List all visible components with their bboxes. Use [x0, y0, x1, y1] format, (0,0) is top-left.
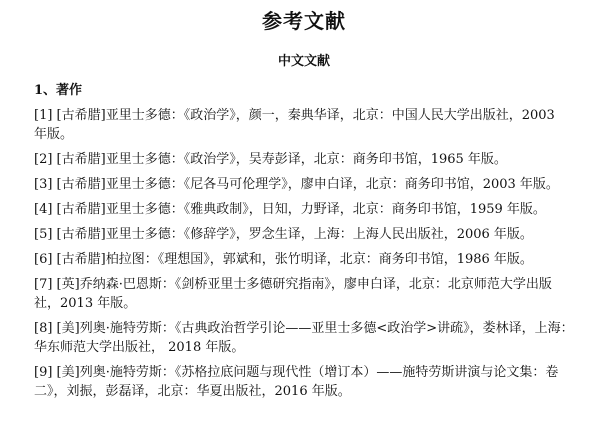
reference-item-5: [34, 225, 580, 244]
books-subheading: 1、著作: [34, 83, 83, 98]
reference-line: [2] [古希腊]亚里士多德：《政治学》，吴寿彭译，北京：商务印书馆，1965 年版。: [34, 152, 507, 167]
page-title: 参考文献: [262, 9, 346, 33]
reference-line: [8] [美]列奥·施特劳斯：《古典政治哲学引论——亚里士多德<政治学>讲疏》，娄林译，上海：: [34, 321, 574, 336]
reference-line: [4] [古希腊]亚里士多德：《雅典政制》，日知，力野译，北京：商务印书馆，1959 年版。: [34, 202, 546, 217]
reference-line: [6] [古希腊]柏拉图：《理想国》，郭斌和，张竹明译，北京：商务印书馆，1986 年版。: [34, 252, 533, 267]
section-title: 中文文献: [277, 54, 330, 69]
reference-line: 社，2013 年版。: [34, 296, 137, 311]
reference-line: 华东师范大学出版社， 2018 年版。: [34, 340, 245, 355]
reference-line: [9] [美]列奥·施特劳斯：《苏格拉底问题与现代性（增订本）——施特劳斯讲演与论文集：卷: [34, 365, 559, 380]
reference-item-8: [34, 319, 580, 357]
reference-item-7: [34, 275, 580, 313]
reference-item-2: [34, 150, 580, 169]
reference-line: [3] [古希腊]亚里士多德：《尼各马可伦理学》，廖申白译，北京：商务印书馆，2003 年版。: [34, 177, 559, 192]
reference-item-1: [34, 106, 580, 144]
reference-item-6: [34, 250, 580, 269]
reference-line: [5] [古希腊]亚里士多德：《修辞学》，罗念生译，上海：上海人民出版社，2006 年版。: [34, 227, 533, 242]
reference-line: [7] [英]乔纳森·巴恩斯：《剑桥亚里士多德研究指南》，廖申白译，北京：北京师范大学出版: [34, 277, 552, 292]
reference-line: 年版。: [34, 127, 74, 142]
reference-item-4: [34, 200, 580, 219]
reference-item-3: [34, 175, 580, 194]
reference-list: [34, 106, 580, 407]
reference-line: 二》，刘振，彭磊译，北京：华夏出版社，2016 年版。: [34, 384, 351, 399]
reference-item-9: [34, 363, 580, 401]
reference-line: [1] [古希腊]亚里士多德：《政治学》，颜一，秦典华译，北京：中国人民大学出版社，2003: [34, 108, 555, 123]
